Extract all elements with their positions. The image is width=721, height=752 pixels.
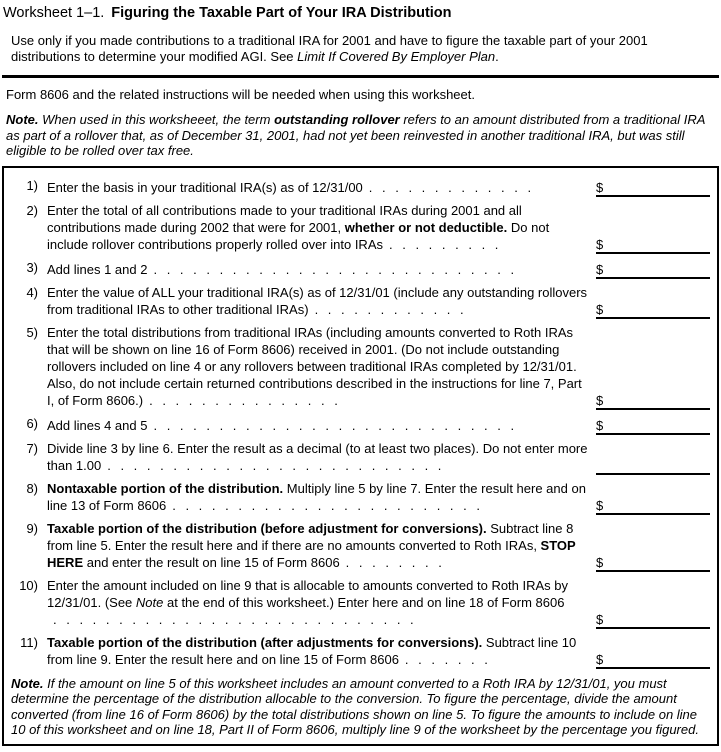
dollar-sign: $ [596, 261, 604, 277]
worksheet-row-2 [10, 202, 710, 253]
line-text: Nontaxable portion of the distribution. Multiply line 5 by line 7. Enter the result here and on line 13 of Form 8606 . . . . . . . . . . . . . . . . . . . . . . . . [47, 480, 586, 513]
line-text: Add lines 1 and 2 . . . . . . . . . . . . . . . . . . . . . . . . . . . . [47, 261, 515, 277]
line-number: 11) [20, 634, 38, 650]
dollar-sign: $ [596, 611, 604, 627]
line-number: 1) [26, 177, 38, 193]
line-number: 4) [26, 284, 38, 300]
line-text: Taxable portion of the distribution (after adjustments for conversions). Subtract line 10 from line 9. Enter the result here and on line 15 of Form 8606 . . . . . . . [47, 634, 577, 667]
worksheet-number: Worksheet 1–1. [3, 5, 105, 21]
line-number: 9) [26, 520, 38, 536]
dot-leader: . . . . . . . . . . . . [314, 301, 465, 317]
amount-field-3 [596, 260, 710, 279]
worksheet-row-7 [10, 440, 710, 474]
line-number: 10) [19, 577, 38, 593]
line-number: 7) [26, 440, 38, 456]
worksheet-row-6 [10, 415, 710, 434]
amount-field-7 [596, 456, 710, 475]
amount-field-4 [596, 300, 710, 319]
dot-leader: . . . . . . . . [345, 554, 443, 570]
bottom-note: Note. If the amount on line 5 of this worksheet includes an amount converted to a Roth IRA by 12/31/01, you must determine the percentage of the distribution allocable to the conversion. To figure the percentage, divide the amount converted (from line 16 of Form 8606) by the total distributions shown on line 5. To figure the amounts to include on line 10 of this worksheet and on line 18, Part II of Form 8606, multiply line 9 of the worksheet by the percentage you figured. [11, 675, 699, 737]
worksheet-row-10 [10, 577, 710, 628]
worksheet-row-11 [10, 634, 710, 668]
dot-leader: . . . . . . . . . . . . . [368, 179, 532, 195]
line-text: Enter the total distributions from traditional IRAs (including amounts converted to Roth IRAs that will be shown on line 16 of Form 8606) received in 2001. (Do not include outstanding rollovers included on line 4 or any rollovers between traditional IRAs completed by 12/31/01. Also, do not include certain returned contributions described in the instructions for line 7, Part I, of Form 8606.) . . . . . . . . . . . . . . . [47, 324, 582, 408]
dollar-sign: $ [596, 179, 604, 195]
worksheet-row-5 [10, 324, 710, 409]
dollar-sign: $ [596, 236, 604, 252]
dot-leader: . . . . . . . . . [389, 236, 499, 252]
dollar-sign: $ [596, 417, 604, 433]
line-text: Enter the amount included on line 9 that is allocable to amounts converted to Roth IRAs by 12/31/01. (See Note at the end of this worksheet.) Enter here and on line 18 of Form 8606. . . . . . . . . . . . . . . . . . . . . . . . . . . . [47, 577, 569, 627]
amount-field-8 [596, 496, 710, 515]
dollar-sign: $ [596, 554, 604, 570]
worksheet-row-1 [10, 177, 710, 196]
line-text: Taxable portion of the distribution (before adjustment for conversions). Subtract line 8 from line 5. Enter the result here and if there are no amounts converted to Roth IRAs, STOP HERE and enter the result on line 15 of Form 8606 . . . . . . . . [47, 520, 576, 570]
dollar-sign: $ [596, 497, 604, 513]
line-number: 8) [26, 480, 38, 496]
dot-leader: . . . . . . . . . . . . . . . . . . . . . . . . . . [107, 457, 442, 473]
worksheet-row-9 [10, 520, 710, 571]
line-number: 2) [26, 202, 38, 218]
dollar-sign: $ [596, 392, 604, 408]
amount-field-9 [596, 553, 710, 572]
dot-leader: . . . . . . . . . . . . . . . [149, 392, 339, 408]
amount-field-2 [596, 235, 710, 254]
page-title [3, 4, 719, 22]
worksheet-row-8 [10, 480, 710, 514]
amount-field-6 [596, 416, 710, 435]
worksheet-row-4 [10, 284, 710, 318]
amount-field-1 [596, 178, 710, 197]
dollar-sign: $ [596, 651, 604, 667]
top-note: Note. When used in this worksheeet, the term outstanding rollover refers to an amount distributed from a traditional IRA as part of a rollover that, as of December 31, 2001, had not yet been reinvested in another traditional IRA, but was still eligible to be rolled over tax free. [6, 112, 705, 158]
line-number: 6) [26, 415, 38, 431]
amount-field-10 [596, 610, 710, 629]
worksheet-title: Figuring the Taxable Part of Your IRA Distribution [111, 5, 452, 21]
line-text: Enter the value of ALL your traditional IRA(s) as of 12/31/01 (include any outstanding rollovers from traditional IRAs to other traditional IRAs) . . . . . . . . . . . . [47, 284, 588, 317]
worksheet-box [2, 166, 719, 746]
dollar-sign: $ [596, 301, 604, 317]
amount-field-5 [596, 391, 710, 410]
intro-paragraph: Use only if you made contributions to a traditional IRA for 2001 and have to figure the taxable part of your 2001 distributions to determine your modified AGI. See Limit If Covered By Employer Plan. [11, 33, 648, 64]
dot-leader: . . . . . . . . . . . . . . . . . . . . . . . . [172, 497, 481, 513]
line-text: Divide line 3 by line 6. Enter the result as a decimal (to at least two places). Do not enter more than 1.00 . . . . . . . . . . . . . . . . . . . . . . . . . . [47, 440, 588, 473]
form-8606-note: Form 8606 and the related instructions will be needed when using this worksheet. [6, 87, 475, 102]
amount-field-11 [596, 650, 710, 669]
line-number: 3) [26, 259, 38, 275]
dot-leader: . . . . . . . [404, 651, 489, 667]
dot-leader: . . . . . . . . . . . . . . . . . . . . . . . . . . . . [53, 611, 415, 627]
dot-leader: . . . . . . . . . . . . . . . . . . . . . . . . . . . . [153, 261, 515, 277]
line-text: Add lines 4 and 5 . . . . . . . . . . . . . . . . . . . . . . . . . . . . [47, 417, 515, 433]
dot-leader: . . . . . . . . . . . . . . . . . . . . . . . . . . . . [153, 417, 515, 433]
line-number: 5) [26, 324, 38, 340]
line-text: Enter the total of all contributions made to your traditional IRAs during 2001 and all contributions made during 2002 that were for 2001, whether or not deductible. Do not include rollover contributions properly rolled over into IRAs . . . . . . . . . [47, 202, 550, 252]
line-text: Enter the basis in your traditional IRA(s) as of 12/31/00 . . . . . . . . . . . . . [47, 179, 532, 195]
worksheet-row-3 [10, 259, 710, 278]
divider-rule [2, 75, 719, 78]
